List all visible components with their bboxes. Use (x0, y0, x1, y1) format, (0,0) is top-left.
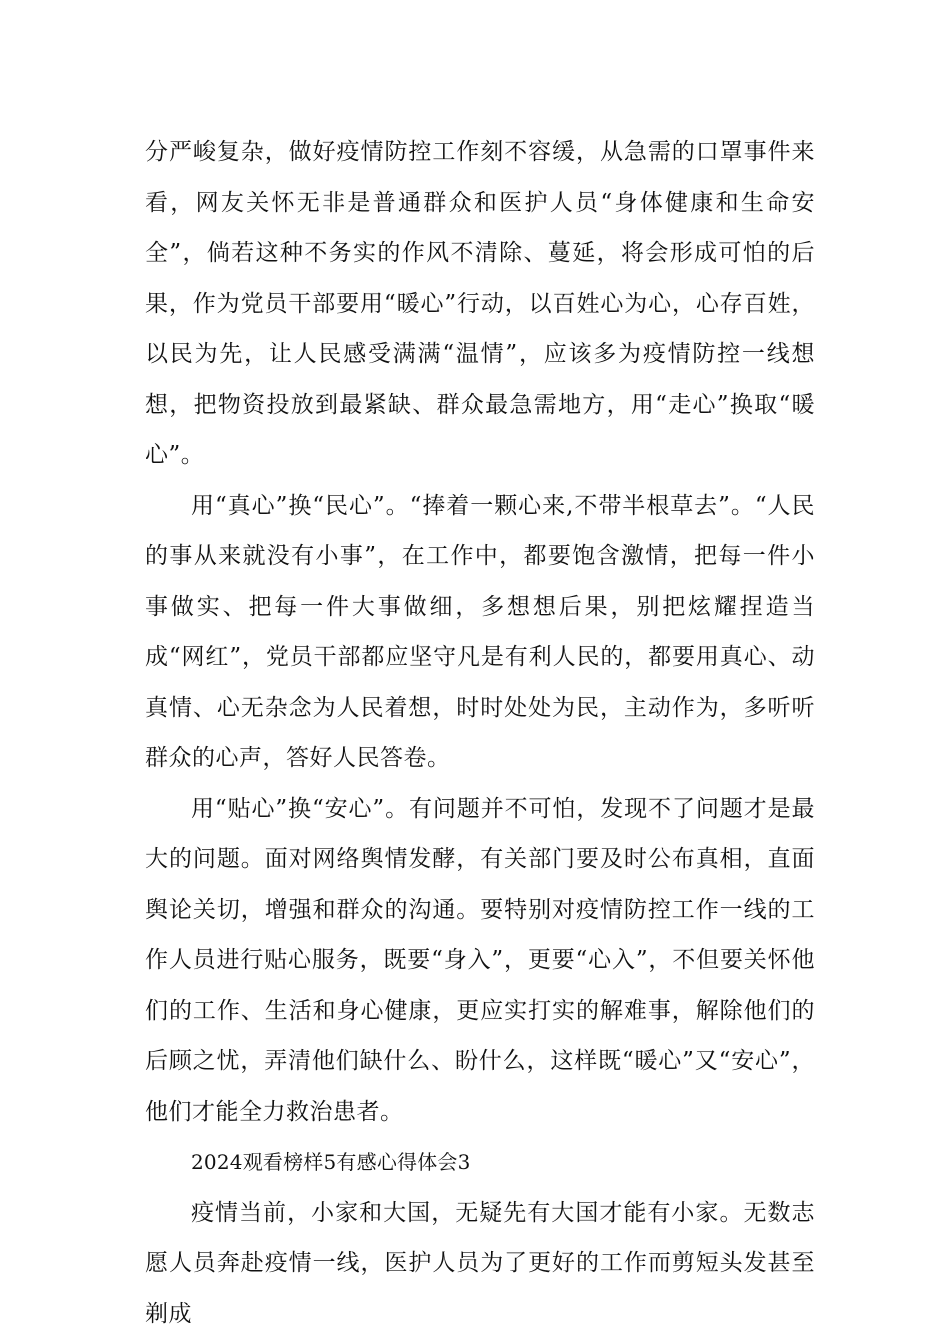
paragraph-close-heart: 用“贴心”换“安心”。有问题并不可怕，发现不了问题才是最大的问题。面对网络舆情发酵，有关部门要及时公布真相，直面舆论关切，增强和群众的沟通。要特别对疫情防控工作一线的工作人员进行贴心服务，既要“身入”，更要“心入”，不但要关怀他们的工作、生活和身心健康，更应实打实的解难事，解除他们的后顾之忧，弄清他们缺什么、盼什么，这样既“暖心”又“安心”，他们才能全力救治患者。 (145, 795, 815, 1125)
paragraph-true-heart: 用“真心”换“民心”。“捧着一颗心来,不带半根草去”。“人民的事从来就没有小事”，在工作中，都要饱含激情，把每一件小事做实、把每一件大事做细，多想想后果，别把炫耀捏造当成“网红”，党员干部都应坚守凡是有利人民的，都要用真心、动真情、心无杂念为人民着想，时时处处为民，主动作为，多听听群众的心声，答好人民答卷。 (145, 492, 815, 771)
section-heading: 2024观看榜样5有感心得体会3 (191, 1150, 471, 1174)
paragraph-epidemic: 疫情当前，小家和大国，无疑先有大国才能有小家。无数志愿人员奔赴疫情一线，医护人员为了更好的工作而剪短头发甚至剃成 (145, 1199, 815, 1327)
paragraph-continued: 分严峻复杂，做好疫情防控工作刻不容缓，从急需的口罩事件来看，网友关怀无非是普通群众和医护人员“身体健康和生命安全”，倘若这种不务实的作风不清除、蔓延，将会形成可怕的后果，作为党员干部要用“暖心”行动，以百姓心为心，心存百姓，以民为先，让人民感受满满“温情”，应该多为疫情防控一线想想，把物资投放到最紧缺、群众最急需地方，用“走心”换取“暖心”。 (145, 139, 815, 468)
document-body (145, 127, 815, 1339)
